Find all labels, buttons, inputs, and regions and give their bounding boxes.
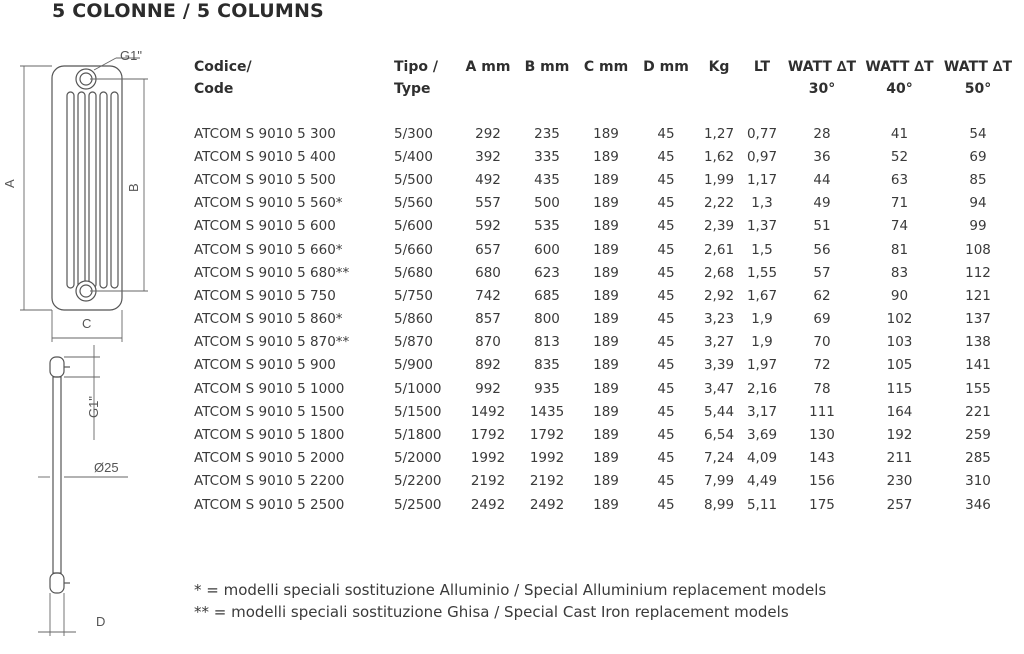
cell-watt-dt30: 175: [809, 496, 835, 513]
cell-code: ATCOM S 9010 5 1500: [194, 403, 345, 420]
cell-type: 5/680: [394, 264, 433, 281]
cell-watt-dt40: 71: [890, 195, 909, 212]
specifications-table: [190, 56, 1018, 516]
cell-watt-dt50: 285: [965, 450, 991, 467]
cell-kg: 2,68: [703, 264, 735, 281]
cell-d-mm: 45: [657, 171, 675, 188]
cell-watt-dt40: 63: [890, 171, 909, 188]
page-title: 5 COLONNE / 5 COLUMNS: [52, 0, 324, 22]
cell-d-mm: 45: [657, 264, 675, 281]
cell-code: ATCOM S 9010 5 860*: [194, 311, 343, 328]
cell-kg: 3,39: [703, 357, 735, 374]
cell-watt-dt30: 51: [813, 218, 831, 235]
table-row: [190, 447, 1018, 470]
cell-kg: 6,54: [703, 427, 735, 444]
table-row: [190, 470, 1018, 493]
cell-watt-dt40: 102: [886, 311, 913, 328]
cell-lt: 3,69: [746, 427, 778, 444]
column-header-b-mm: B mm: [524, 59, 570, 75]
cell-d-mm: 45: [657, 311, 675, 328]
cell-watt-dt50: 99: [969, 218, 987, 235]
cell-d-mm: 45: [657, 334, 675, 351]
cell-d-mm: 45: [657, 496, 675, 513]
cell-type: 5/1500: [394, 403, 442, 420]
cell-type: 5/2000: [394, 450, 442, 467]
cell-lt: 1,9: [751, 311, 773, 328]
cell-lt: 1,55: [746, 264, 778, 281]
cell-code: ATCOM S 9010 5 1800: [194, 427, 345, 444]
cell-watt-dt30: 156: [809, 473, 835, 490]
cell-lt: 1,37: [746, 218, 778, 235]
cell-b-mm: 500: [534, 195, 560, 212]
cell-a-mm: 1792: [470, 427, 506, 444]
cell-b-mm: 435: [534, 171, 560, 188]
table-row: [190, 215, 1018, 238]
cell-watt-dt30: 57: [813, 264, 831, 281]
cell-c-mm: 189: [593, 241, 619, 258]
cell-d-mm: 45: [657, 287, 675, 304]
cell-c-mm: 189: [593, 473, 619, 490]
cell-watt-dt40: 164: [886, 403, 913, 420]
column-header-watt-dt30: 30°: [808, 81, 836, 97]
cell-lt: 1,9: [751, 334, 773, 351]
cell-code: ATCOM S 9010 5 680**: [194, 264, 350, 281]
cell-c-mm: 189: [593, 218, 619, 235]
cell-kg: 2,22: [703, 195, 735, 212]
cell-code: ATCOM S 9010 5 750: [194, 287, 336, 304]
cell-c-mm: 189: [593, 380, 619, 397]
cell-watt-dt40: 83: [890, 264, 909, 281]
cell-watt-dt40: 257: [886, 496, 913, 513]
cell-a-mm: 857: [475, 311, 501, 328]
column-header-lt: [741, 78, 783, 100]
table-spacer-row: [190, 100, 1018, 122]
cell-c-mm: 189: [593, 171, 619, 188]
cell-watt-dt50: 259: [965, 427, 991, 444]
cell-c-mm: 189: [593, 403, 619, 420]
column-header-lt: LT: [753, 59, 771, 75]
column-header-d-mm: D mm: [643, 59, 689, 75]
cell-code: ATCOM S 9010 5 600: [194, 218, 336, 235]
cell-c-mm: 189: [593, 311, 619, 328]
cell-d-mm: 45: [657, 380, 675, 397]
cell-kg: 8,99: [703, 496, 735, 513]
cell-watt-dt50: 346: [965, 496, 991, 513]
table-row: [190, 168, 1018, 191]
cell-lt: 0,77: [746, 125, 778, 142]
cell-kg: 7,99: [703, 473, 735, 490]
cell-watt-dt50: 137: [965, 311, 991, 328]
table-row: [190, 192, 1018, 215]
cell-b-mm: 623: [534, 264, 560, 281]
cell-watt-dt50: 138: [965, 334, 991, 351]
dimension-g1-top-label: G1": [120, 48, 142, 63]
cell-d-mm: 45: [657, 357, 675, 374]
cell-watt-dt30: 56: [813, 241, 831, 258]
cell-b-mm: 2192: [529, 473, 565, 490]
cell-kg: 3,23: [703, 311, 735, 328]
cell-a-mm: 892: [475, 357, 501, 374]
cell-a-mm: 2492: [470, 496, 506, 513]
cell-kg: 1,27: [703, 125, 735, 142]
cell-type: 5/750: [394, 287, 433, 304]
table-row: [190, 423, 1018, 446]
cell-kg: 1,62: [703, 148, 735, 165]
dimension-c-label: C: [82, 316, 92, 331]
cell-b-mm: 1792: [529, 427, 565, 444]
cell-code: ATCOM S 9010 5 1000: [194, 380, 345, 397]
radiator-side-view: [50, 357, 70, 593]
cell-type: 5/860: [394, 311, 433, 328]
column-header-watt-dt50: WATT ∆T: [943, 59, 1013, 75]
cell-a-mm: 492: [475, 171, 501, 188]
cell-c-mm: 189: [593, 125, 619, 142]
table-row: [190, 331, 1018, 354]
cell-b-mm: 1992: [529, 450, 565, 467]
cell-code: ATCOM S 9010 5 2200: [194, 473, 345, 490]
column-header-b-mm: [517, 78, 577, 100]
cell-c-mm: 189: [593, 148, 619, 165]
side-view-dimensions: [38, 345, 128, 636]
cell-lt: 3,17: [746, 403, 778, 420]
cell-d-mm: 45: [657, 195, 675, 212]
cell-kg: 2,39: [703, 218, 735, 235]
cell-watt-dt30: 130: [809, 427, 835, 444]
cell-b-mm: 535: [534, 218, 560, 235]
footnote-aluminium: * = modelli speciali sostituzione Alluminio / Special Alluminium replacement models: [194, 581, 827, 599]
cell-b-mm: 835: [534, 357, 560, 374]
cell-lt: 0,97: [746, 148, 778, 165]
cell-type: 5/900: [394, 357, 433, 374]
cell-type: 5/1000: [394, 380, 442, 397]
cell-watt-dt40: 105: [886, 357, 913, 374]
cell-watt-dt30: 69: [813, 311, 831, 328]
cell-a-mm: 992: [475, 380, 501, 397]
table-row: [190, 308, 1018, 331]
cell-code: ATCOM S 9010 5 560*: [194, 195, 343, 212]
cell-a-mm: 1992: [470, 450, 506, 467]
cell-kg: 1,99: [703, 171, 735, 188]
cell-d-mm: 45: [657, 241, 675, 258]
cell-watt-dt40: 211: [886, 450, 913, 467]
table-row: [190, 284, 1018, 307]
cell-lt: 1,17: [746, 171, 778, 188]
table-row: [190, 122, 1018, 145]
cell-watt-dt30: 78: [813, 380, 831, 397]
cell-type: 5/500: [394, 171, 433, 188]
column-header-a-mm: A mm: [465, 59, 511, 75]
cell-code: ATCOM S 9010 5 660*: [194, 241, 343, 258]
cell-watt-dt40: 230: [886, 473, 913, 490]
cell-watt-dt30: 70: [813, 334, 831, 351]
cell-type: 5/2500: [394, 496, 442, 513]
cell-lt: 1,97: [746, 357, 778, 374]
cell-kg: 3,47: [703, 380, 735, 397]
column-header-a-mm: [459, 78, 517, 100]
column-header-kg: Kg: [708, 59, 730, 75]
cell-kg: 5,44: [703, 403, 735, 420]
dimension-d-label: D: [96, 614, 106, 629]
cell-b-mm: 685: [534, 287, 560, 304]
cell-b-mm: 800: [534, 311, 560, 328]
cell-c-mm: 189: [593, 357, 619, 374]
cell-watt-dt40: 41: [890, 125, 909, 142]
cell-watt-dt40: 192: [886, 427, 913, 444]
cell-c-mm: 189: [593, 287, 619, 304]
cell-type: 5/1800: [394, 427, 442, 444]
table-row: [190, 400, 1018, 423]
column-header-watt-dt30: WATT ∆T: [787, 59, 857, 75]
table-row: [190, 145, 1018, 168]
cell-code: ATCOM S 9010 5 300: [194, 125, 336, 142]
cell-watt-dt50: 221: [965, 403, 991, 420]
cell-a-mm: 392: [475, 148, 501, 165]
cell-watt-dt50: 141: [965, 357, 991, 374]
cell-watt-dt40: 52: [890, 148, 909, 165]
column-header-type: Tipo /: [394, 59, 438, 75]
table-header-row: [190, 78, 1018, 100]
cell-watt-dt50: 112: [965, 264, 991, 281]
column-header-watt-dt40: WATT ∆T: [865, 59, 934, 75]
cell-code: ATCOM S 9010 5 870**: [194, 334, 350, 351]
cell-b-mm: 935: [534, 380, 560, 397]
cell-d-mm: 45: [657, 218, 675, 235]
cell-code: ATCOM S 9010 5 900: [194, 357, 336, 374]
cell-c-mm: 189: [593, 264, 619, 281]
column-header-c-mm: [577, 78, 635, 100]
cell-watt-dt30: 36: [813, 148, 831, 165]
cell-a-mm: 592: [475, 218, 501, 235]
cell-watt-dt50: 69: [969, 148, 987, 165]
cell-lt: 1,3: [751, 195, 773, 212]
cell-d-mm: 45: [657, 125, 675, 142]
cell-type: 5/660: [394, 241, 433, 258]
cell-watt-dt50: 108: [965, 241, 991, 258]
cell-watt-dt50: 155: [965, 380, 991, 397]
column-header-kg: [697, 78, 741, 100]
table-row: [190, 377, 1018, 400]
cell-d-mm: 45: [657, 148, 675, 165]
cell-a-mm: 680: [475, 264, 501, 281]
cell-lt: 1,67: [746, 287, 778, 304]
footnote-cast-iron: ** = modelli speciali sostituzione Ghisa / Special Cast Iron replacement models: [194, 603, 789, 621]
column-header-d-mm: [635, 78, 697, 100]
cell-type: 5/300: [394, 125, 433, 142]
cell-lt: 5,11: [746, 496, 778, 513]
cell-type: 5/870: [394, 334, 433, 351]
cell-watt-dt50: 54: [969, 125, 987, 142]
cell-c-mm: 189: [593, 450, 619, 467]
cell-a-mm: 870: [475, 334, 501, 351]
cell-watt-dt40: 115: [886, 380, 913, 397]
cell-b-mm: 335: [534, 148, 560, 165]
radiator-technical-drawing: [0, 30, 190, 654]
cell-lt: 4,09: [746, 450, 778, 467]
cell-kg: 2,61: [703, 241, 735, 258]
cell-code: ATCOM S 9010 5 500: [194, 171, 336, 188]
table-row: [190, 493, 1018, 516]
cell-code: ATCOM S 9010 5 400: [194, 148, 336, 165]
dimension-b-label: B: [126, 183, 141, 192]
cell-a-mm: 1492: [470, 403, 506, 420]
cell-watt-dt50: 121: [965, 287, 991, 304]
table-row: [190, 238, 1018, 261]
cell-lt: 4,49: [746, 473, 778, 490]
cell-watt-dt40: 74: [890, 218, 909, 235]
cell-watt-dt30: 62: [813, 287, 831, 304]
cell-watt-dt30: 111: [809, 403, 835, 420]
cell-watt-dt40: 103: [886, 334, 913, 351]
table-header-row: [190, 56, 1018, 78]
cell-watt-dt30: 143: [809, 450, 835, 467]
dimension-diameter-label: Ø25: [94, 460, 119, 475]
cell-b-mm: 2492: [529, 496, 565, 513]
cell-code: ATCOM S 9010 5 2000: [194, 450, 345, 467]
cell-watt-dt50: 85: [969, 171, 987, 188]
cell-b-mm: 600: [534, 241, 560, 258]
cell-d-mm: 45: [657, 450, 675, 467]
cell-d-mm: 45: [657, 403, 675, 420]
column-header-c-mm: C mm: [583, 59, 629, 75]
column-header-type: Type: [394, 81, 431, 97]
cell-watt-dt40: 90: [890, 287, 909, 304]
cell-a-mm: 2192: [470, 473, 506, 490]
radiator-front-view: [52, 66, 122, 310]
cell-d-mm: 45: [657, 427, 675, 444]
cell-b-mm: 1435: [529, 403, 565, 420]
cell-kg: 7,24: [703, 450, 735, 467]
cell-c-mm: 189: [593, 427, 619, 444]
cell-a-mm: 292: [475, 125, 501, 142]
cell-code: ATCOM S 9010 5 2500: [194, 496, 345, 513]
dimension-a-label: A: [2, 179, 17, 188]
cell-c-mm: 189: [593, 195, 619, 212]
cell-a-mm: 657: [475, 241, 501, 258]
table-row: [190, 261, 1018, 284]
cell-d-mm: 45: [657, 473, 675, 490]
cell-a-mm: 742: [475, 287, 501, 304]
column-header-code: Codice/: [194, 59, 252, 75]
cell-a-mm: 557: [475, 195, 501, 212]
table-row: [190, 354, 1018, 377]
cell-watt-dt30: 28: [813, 125, 831, 142]
column-header-watt-dt40: 40°: [886, 81, 913, 97]
cell-type: 5/2200: [394, 473, 442, 490]
column-header-watt-dt50: 50°: [964, 81, 992, 97]
cell-c-mm: 189: [593, 496, 619, 513]
cell-watt-dt50: 94: [969, 195, 987, 212]
cell-watt-dt50: 310: [965, 473, 991, 490]
column-header-code: Code: [194, 81, 234, 97]
cell-lt: 1,5: [751, 241, 773, 258]
cell-kg: 3,27: [703, 334, 735, 351]
cell-b-mm: 813: [534, 334, 560, 351]
cell-watt-dt30: 49: [813, 195, 831, 212]
cell-type: 5/560: [394, 195, 433, 212]
cell-watt-dt30: 44: [813, 171, 831, 188]
cell-type: 5/600: [394, 218, 433, 235]
cell-watt-dt30: 72: [813, 357, 831, 374]
cell-watt-dt40: 81: [890, 241, 909, 258]
dimension-g1-side-label: G1": [86, 396, 101, 418]
cell-kg: 2,92: [703, 287, 735, 304]
cell-type: 5/400: [394, 148, 433, 165]
cell-b-mm: 235: [534, 125, 560, 142]
cell-c-mm: 189: [593, 334, 619, 351]
cell-lt: 2,16: [746, 380, 778, 397]
